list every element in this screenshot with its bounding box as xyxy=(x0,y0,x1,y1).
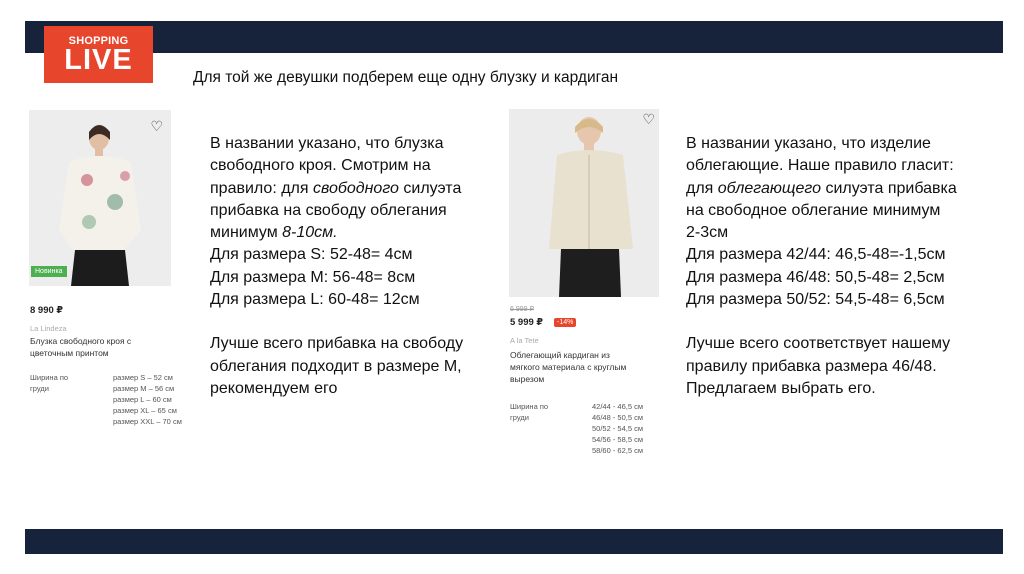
product2-name-line3: вырезом xyxy=(510,374,545,384)
cardigan-model-illustration xyxy=(509,109,659,297)
product1-name[interactable] xyxy=(30,335,131,359)
text-line: рекомендуем его xyxy=(210,379,338,397)
text-line: облегания подходит в размере M, xyxy=(210,357,462,375)
product1-name-line1: Блузка свободного кроя с xyxy=(30,336,132,346)
product2-brand[interactable]: A la Tete xyxy=(510,336,539,345)
size-row: 46/48 - 50,5 см xyxy=(592,413,644,422)
text-line xyxy=(210,222,500,244)
blouse-model-illustration xyxy=(29,110,171,286)
text-emphasis: 8-10см. xyxy=(282,224,338,242)
discount-badge: -14% xyxy=(554,318,576,327)
size-row: размер XXL – 70 см xyxy=(113,417,182,426)
product1-width-label-2: груди xyxy=(30,384,49,393)
top-bar xyxy=(25,21,1003,53)
text-part: силуэта xyxy=(398,179,462,197)
text-line: Для размера 42/44: 46,5-48=-1,5см xyxy=(686,246,946,264)
text-line: правилу прибавка размера 46/48. xyxy=(686,357,937,375)
text-line: Для размера 46/48: 50,5-48= 2,5см xyxy=(686,268,945,286)
text-line: Для размера 50/52: 54,5-48= 6,5см xyxy=(686,291,945,309)
product1-price: 8 990 ₽ xyxy=(30,305,64,316)
text-line: Для размера M: 56-48= 8см xyxy=(210,268,416,286)
product1-width-label xyxy=(30,372,68,394)
cardigan-explanation xyxy=(686,133,996,400)
text-line: Лучше всего прибавка на свободу xyxy=(210,335,464,353)
text-line: на свободное облегание минимум xyxy=(686,201,941,219)
product2-width-label xyxy=(510,401,548,423)
text-line: В названии указано, что блузка xyxy=(210,135,444,152)
text-emphasis: облегающего xyxy=(717,179,822,197)
blouse-explanation xyxy=(210,133,500,400)
size-row: размер M – 56 см xyxy=(113,384,175,393)
product2-width-label-2: груди xyxy=(510,413,529,422)
text-part: минимум xyxy=(210,224,283,242)
text-part: силуэта прибавка xyxy=(821,179,957,197)
product1-brand[interactable]: La Lindeza xyxy=(30,324,67,333)
product1-width-label-1: Ширина по xyxy=(30,373,69,382)
product2-width-label-1: Ширина по xyxy=(510,402,549,411)
size-row: 58/60 - 62,5 см xyxy=(592,446,644,455)
text-part: для xyxy=(686,179,718,197)
slide-heading: Для той же девушки подберем еще одну блузку и кардиган xyxy=(193,69,619,86)
product2-size-list xyxy=(592,401,643,456)
product1-size-list xyxy=(113,372,182,427)
product1-name-line2: цветочным принтом xyxy=(30,348,109,358)
text-line: Для размера L: 60-48= 12см xyxy=(210,291,420,309)
text-line: прибавка на свободу облегания xyxy=(210,201,447,219)
new-badge: Новинка xyxy=(31,266,67,277)
text-line: Для размера S: 52-48= 4см xyxy=(210,246,413,264)
favorite-heart-icon[interactable]: ♡ xyxy=(642,111,655,127)
text-line: Лучше всего соответствует нашему xyxy=(686,335,951,353)
size-row: 42/44 - 46,5 см xyxy=(592,402,644,411)
logo-line2: LIVE xyxy=(64,44,133,76)
size-row: размер L – 60 см xyxy=(113,395,172,404)
product2-name[interactable] xyxy=(510,349,626,385)
product2-old-price: 6 999 ₽ xyxy=(510,306,534,313)
cardigan-photo[interactable] xyxy=(509,109,659,297)
text-line: 2-3см xyxy=(686,224,729,242)
logo-line1: SHOPPING xyxy=(68,35,129,47)
product2-name-line1: Облегающий кардиган из xyxy=(510,350,610,360)
text-part: правило: для xyxy=(210,179,313,197)
size-row: 54/56 - 58,5 см xyxy=(592,435,644,444)
blouse-photo[interactable] xyxy=(29,110,171,286)
size-row: размер S – 52 см xyxy=(113,373,173,382)
text-line: Предлагаем выбрать его. xyxy=(686,379,876,397)
size-row: размер XL – 65 см xyxy=(113,406,177,415)
product2-name-line2: мягкого материала с круглым xyxy=(510,362,627,372)
text-line xyxy=(686,178,996,200)
text-line: свободного кроя. Смотрим на xyxy=(210,157,431,175)
text-emphasis: свободного xyxy=(312,179,399,197)
text-line: облегающие. Наше правило гласит: xyxy=(686,157,954,175)
favorite-heart-icon[interactable]: ♡ xyxy=(150,118,163,134)
text-line: В названии указано, что изделие xyxy=(686,135,931,152)
size-row: 50/52 - 54,5 см xyxy=(592,424,644,433)
product2-price: 5 999 ₽ xyxy=(510,317,544,328)
text-line xyxy=(210,178,500,200)
bottom-bar xyxy=(25,529,1003,554)
shopping-live-logo xyxy=(44,26,153,83)
